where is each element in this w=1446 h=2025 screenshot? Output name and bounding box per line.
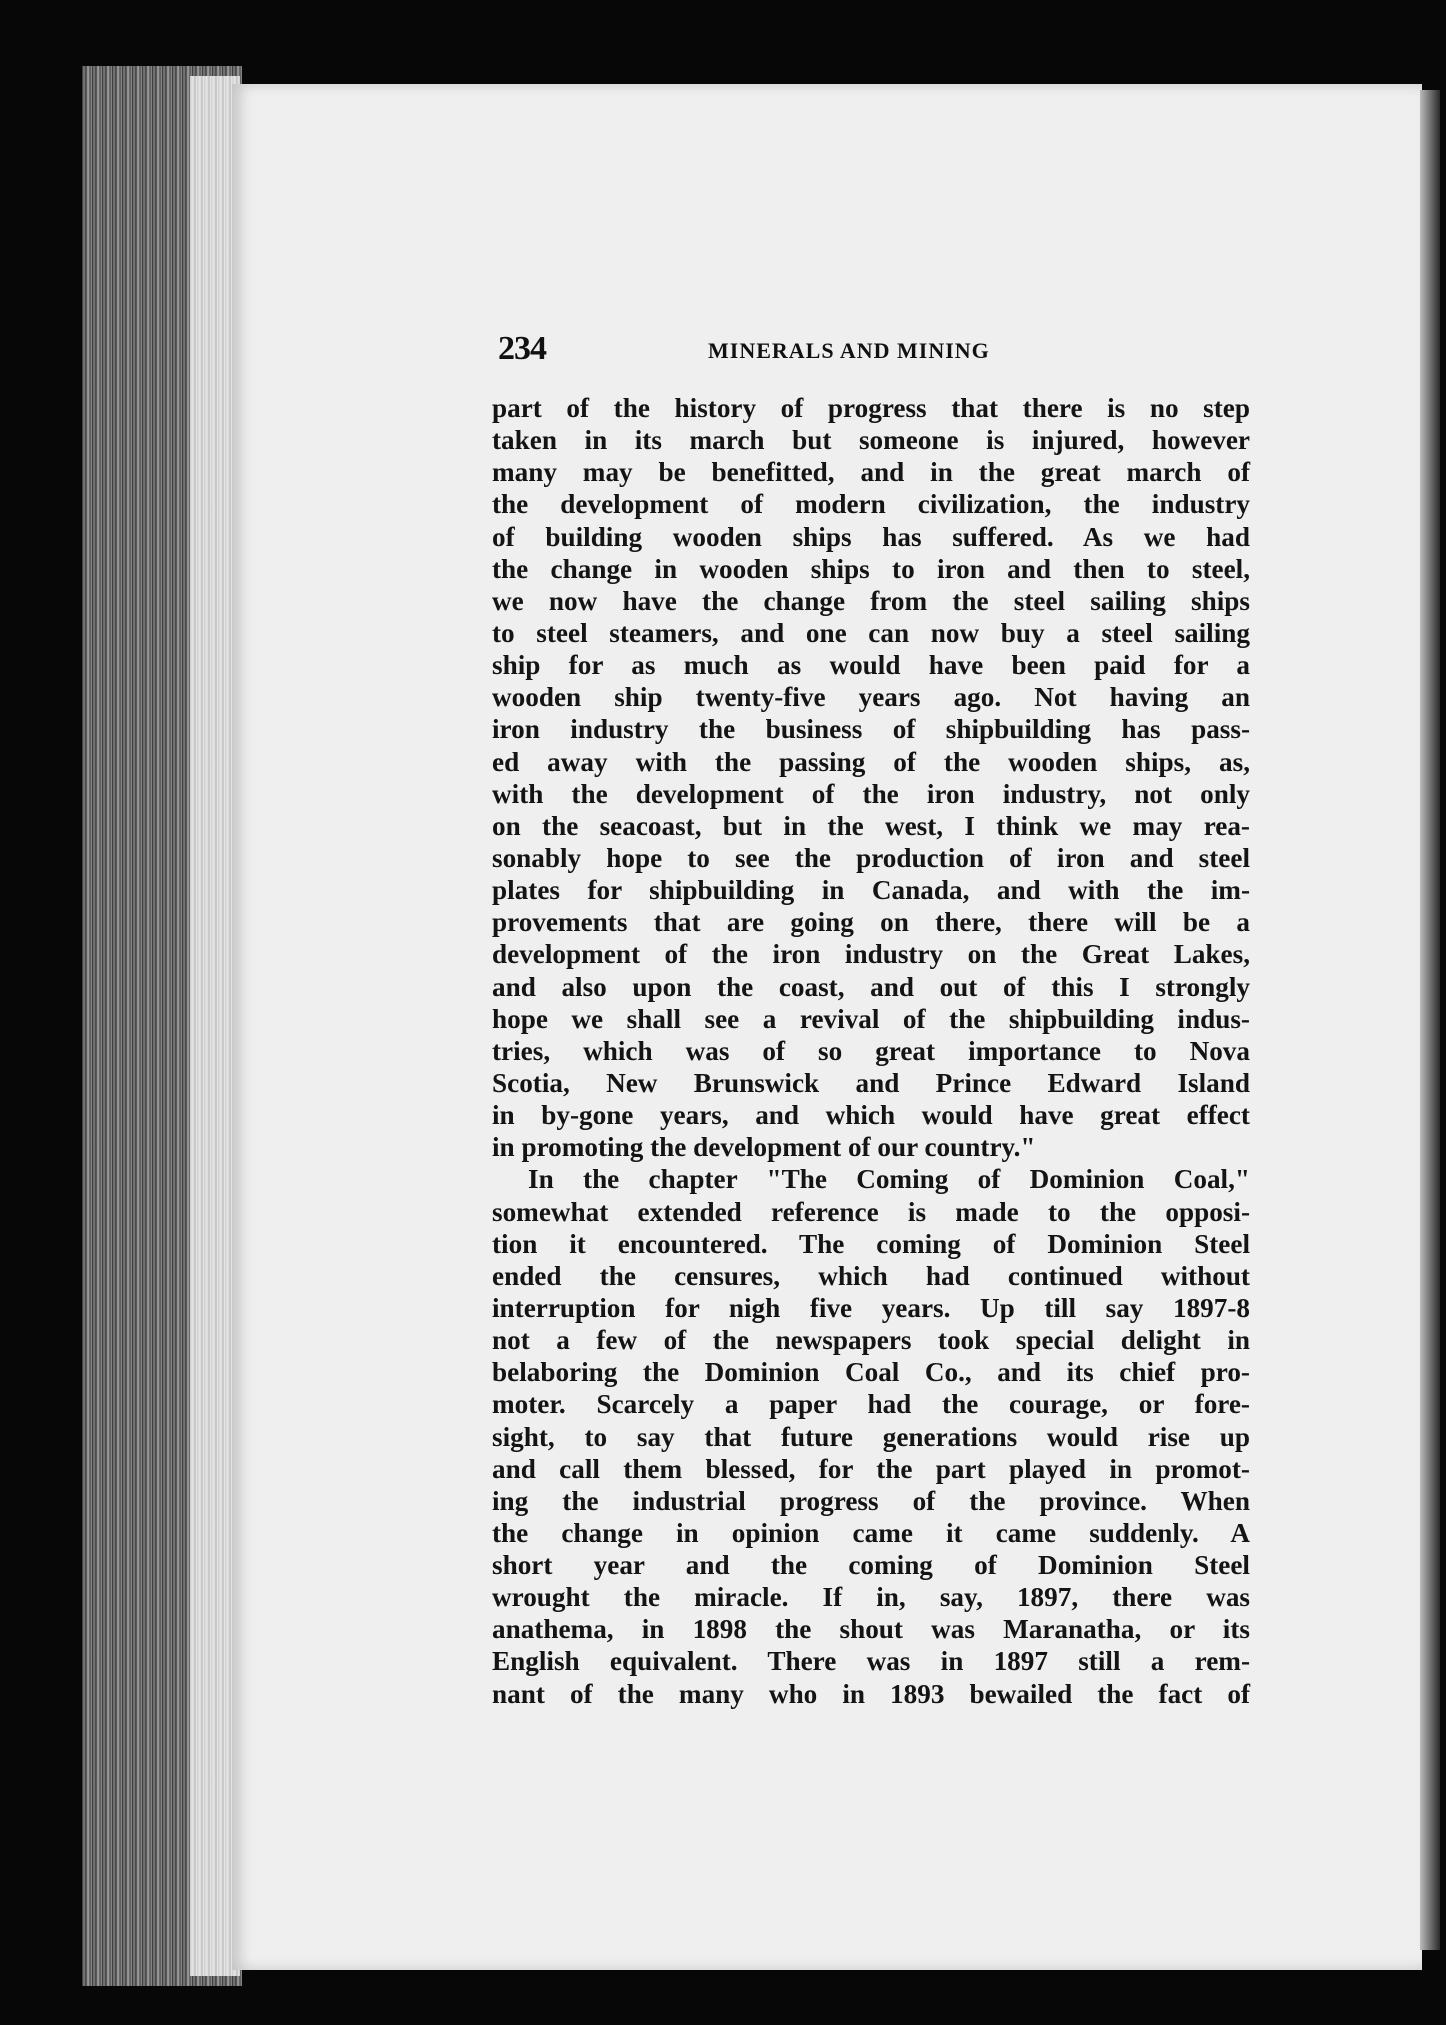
text-line: plates for shipbuilding in Canada, and with the im-: [492, 875, 1250, 906]
text-line: and call them blessed, for the part played in promot-: [492, 1453, 1250, 1484]
text-line: taken in its march but someone is injured, however: [492, 425, 1250, 456]
text-line: ship for as much as would have been paid for a: [492, 650, 1250, 681]
text-line: to steel steamers, and one can now buy a steel sailing: [492, 617, 1250, 648]
text-line: In the chapter "The Coming of Dominion Coal,": [528, 1164, 1250, 1195]
text-line: the change in wooden ships to iron and then to steel,: [492, 553, 1250, 584]
facing-page-edge: [1420, 90, 1440, 1950]
text-line: hope we shall see a revival of the shipbuilding indus-: [492, 1003, 1250, 1034]
text-line: somewhat extended reference is made to the opposi-: [492, 1196, 1250, 1227]
text-line: moter. Scarcely a paper had the courage, or fore-: [492, 1389, 1250, 1420]
page-number: 234: [498, 330, 546, 367]
text-line: the development of modern civilization, the industry: [492, 489, 1250, 520]
text-line: not a few of the newspapers took special delight in: [492, 1325, 1250, 1356]
text-line: part of the history of progress that there is no step: [492, 393, 1250, 423]
text-line: with the development of the iron industry, not only: [492, 778, 1250, 809]
text-line: belaboring the Dominion Coal Co., and its chief pro-: [492, 1357, 1250, 1388]
text-line: we now have the change from the steel sailing ships: [492, 585, 1250, 616]
text-line: in promoting the development of our country.": [492, 1132, 1036, 1163]
text-line: wrought the miracle. If in, say, 1897, there was: [492, 1582, 1250, 1613]
text-line: development of the iron industry on the Great Lakes,: [492, 939, 1250, 970]
text-line: tion it encountered. The coming of Dominion Steel: [492, 1228, 1250, 1259]
text-line: on the seacoast, but in the west, I think we may rea-: [492, 810, 1250, 841]
text-line: provements that are going on there, there will be a: [492, 907, 1250, 938]
body-text: [492, 392, 1250, 1710]
text-line: ed away with the passing of the wooden ships, as,: [492, 746, 1250, 777]
text-line: many may be benefitted, and in the great march of: [492, 457, 1250, 488]
text-line: sonably hope to see the production of iron and steel: [492, 842, 1250, 873]
page-header: [498, 330, 1258, 370]
text-line: wooden ship twenty-five years ago. Not having an: [492, 682, 1250, 713]
text-line: tries, which was of so great importance to Nova: [492, 1035, 1250, 1066]
text-line: ended the censures, which had continued without: [492, 1260, 1250, 1291]
text-line: interruption for nigh five years. Up till say 1897-8: [492, 1292, 1250, 1323]
text-line: English equivalent. There was in 1897 still a rem-: [492, 1646, 1250, 1677]
text-line: iron industry the business of shipbuilding has pass-: [492, 714, 1250, 745]
text-line: Scotia, New Brunswick and Prince Edward Island: [492, 1067, 1250, 1098]
text-line: ing the industrial progress of the province. When: [492, 1485, 1250, 1516]
text-line: anathema, in 1898 the shout was Maranatha, or its: [492, 1614, 1250, 1645]
text-line: of building wooden ships has suffered. As we had: [492, 521, 1250, 552]
text-line: and also upon the coast, and out of this I strongly: [492, 971, 1250, 1002]
text-line: sight, to say that future generations would rise up: [492, 1421, 1250, 1452]
text-line: in by-gone years, and which would have great effect: [492, 1100, 1250, 1131]
text-line: short year and the coming of Dominion Steel: [492, 1550, 1250, 1581]
text-line: the change in opinion came it came suddenly. A: [492, 1517, 1250, 1548]
text-line: nant of the many who in 1893 bewailed the fact of: [492, 1678, 1250, 1709]
running-head: MINERALS AND MINING: [708, 338, 990, 363]
